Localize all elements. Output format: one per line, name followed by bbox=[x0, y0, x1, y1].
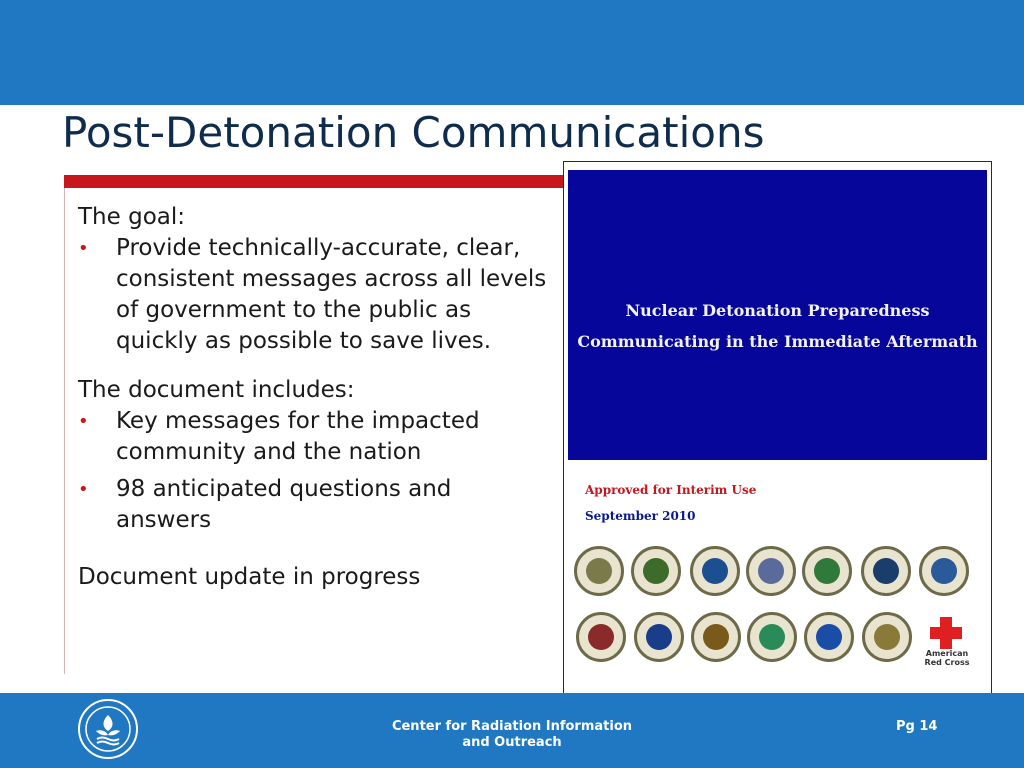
seal-center bbox=[873, 558, 899, 584]
red-cross-icon bbox=[922, 613, 972, 669]
slide-body bbox=[78, 202, 548, 593]
seal-center bbox=[816, 624, 842, 650]
agency-seal-icon bbox=[576, 612, 626, 662]
seal-center bbox=[586, 558, 612, 584]
includes-bullet-text: Key messages for the impacted community and the nation bbox=[116, 408, 480, 465]
agency-seal-icon bbox=[862, 612, 912, 662]
seal-center bbox=[758, 558, 784, 584]
footer-org-line2: and Outreach bbox=[462, 735, 562, 750]
date-text: September 2010 bbox=[585, 509, 696, 523]
epa-logo-icon bbox=[78, 699, 138, 759]
seal-center bbox=[703, 624, 729, 650]
goal-list bbox=[78, 233, 548, 357]
agency-seal-icon bbox=[690, 546, 740, 596]
agency-seal-icon bbox=[919, 546, 969, 596]
seal-center bbox=[874, 624, 900, 650]
cover-title-line1: Nuclear Detonation Preparedness bbox=[625, 301, 930, 320]
agency-seal-icon bbox=[574, 546, 624, 596]
includes-bullet bbox=[78, 474, 548, 536]
goal-bullet bbox=[78, 233, 548, 357]
agency-seal-icon bbox=[802, 546, 852, 596]
seal-center bbox=[931, 558, 957, 584]
seal-center bbox=[643, 558, 669, 584]
epa-flower-icon bbox=[80, 701, 136, 757]
slide-title: Post-Detonation Communications bbox=[62, 108, 765, 157]
agency-seal-icon bbox=[861, 546, 911, 596]
document-cover-image bbox=[563, 161, 992, 708]
bullet-icon: • bbox=[78, 479, 89, 500]
bullet-icon: • bbox=[78, 411, 89, 432]
seal-center bbox=[702, 558, 728, 584]
footer-organization bbox=[362, 719, 662, 751]
includes-heading: The document includes: bbox=[78, 377, 355, 403]
includes-bullet-text: 98 anticipated questions and answers bbox=[116, 476, 452, 533]
seal-center bbox=[814, 558, 840, 584]
cover-panel bbox=[568, 170, 987, 460]
goal-heading: The goal: bbox=[78, 204, 185, 230]
status-text: Document update in progress bbox=[78, 564, 421, 590]
header-band bbox=[0, 0, 1024, 105]
seal-center bbox=[759, 624, 785, 650]
page-number: Pg 14 bbox=[896, 719, 938, 734]
goal-bullet-text: Provide technically-accurate, clear, consistent messages across all levels of government to the public as quickly as possible to save lives. bbox=[116, 235, 547, 354]
agency-seal-icon bbox=[804, 612, 854, 662]
includes-bullet bbox=[78, 406, 548, 468]
red-cross-label: American Red Cross bbox=[924, 649, 970, 667]
approval-text: Approved for Interim Use bbox=[585, 483, 757, 497]
agency-seal-icon bbox=[634, 612, 684, 662]
agency-seal-icon bbox=[746, 546, 796, 596]
content-divider bbox=[64, 188, 65, 674]
includes-list bbox=[78, 406, 548, 536]
seal-center bbox=[588, 624, 614, 650]
title-underline bbox=[64, 175, 564, 188]
agency-seal-icon bbox=[691, 612, 741, 662]
agency-seal-icon bbox=[747, 612, 797, 662]
agency-seal-icon bbox=[631, 546, 681, 596]
cover-title-line2: Communicating in the Immediate Aftermath bbox=[577, 332, 978, 351]
footer-org-line1: Center for Radiation Information bbox=[391, 719, 633, 734]
bullet-icon: • bbox=[78, 238, 89, 259]
seal-center bbox=[646, 624, 672, 650]
